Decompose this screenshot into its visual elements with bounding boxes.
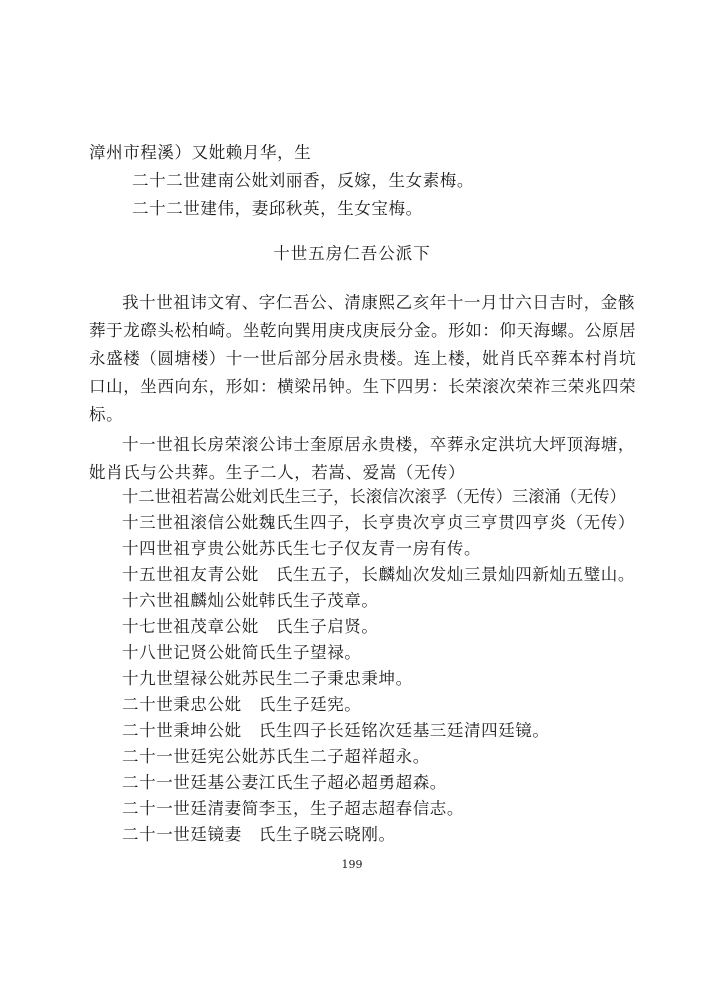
paragraph-line: 我十世祖讳文宥、字仁吾公、清康熙乙亥年十一月廿六日吉时，金骸 xyxy=(122,293,635,312)
genealogy-entry: 十九世望禄公妣苏民生二子秉忠秉坤。 xyxy=(122,669,413,688)
paragraph-line: 永盛楼（圆塘楼）十一世后部分居永贵楼。连上楼，妣肖氏卒葬本村肖坑 xyxy=(89,349,637,368)
genealogy-entry: 十二世祖若嵩公妣刘氏生三子，长滚信次滚孚（无传）三滚涌（无传） xyxy=(122,487,626,506)
genealogy-entry: 十三世祖滚信公妣魏氏生四子，长亨贵次亨贞三亨贯四亨炎（无传） xyxy=(122,513,635,532)
genealogy-entry: 十四世祖亨贵公妣苏氏生七子仅友青一房有传。 xyxy=(122,539,482,558)
text-line: 漳州市程溪）又妣赖月华，生 xyxy=(89,143,312,162)
genealogy-entry: 二十一世廷清妻简李玉，生子超志超春信志。 xyxy=(122,799,464,818)
genealogy-entry: 二十一世廷镜妻 氏生子晓云晓刚。 xyxy=(122,825,396,844)
text-line: 二十二世建伟，妻邱秋英，生女宝梅。 xyxy=(132,199,423,218)
paragraph-line: 妣肖氏与公共葬。生子二人，若嵩、爱嵩（无传） xyxy=(89,463,466,482)
genealogy-entry: 二十世秉坤公妣 氏生四子长廷铭次廷基三廷清四廷镜。 xyxy=(122,721,550,740)
genealogy-entry: 十五世祖友青公妣 氏生五子，长麟灿次发灿三景灿四新灿五璧山。 xyxy=(122,565,635,584)
paragraph-line: 标。 xyxy=(89,405,124,424)
genealogy-entry: 二十世秉忠公妣 氏生子廷宪。 xyxy=(122,695,362,714)
genealogy-entry: 二十一世廷宪公妣苏氏生二子超祥超永。 xyxy=(122,747,430,766)
text-line: 二十二世建南公妣刘丽香，反嫁，生女素梅。 xyxy=(132,171,474,190)
genealogy-entry: 二十一世廷基公妻江氏生子超必超勇超森。 xyxy=(122,773,447,792)
genealogy-entry: 十六世祖麟灿公妣韩氏生子茂章。 xyxy=(122,591,379,610)
paragraph-line: 葬于龙磜头松柏崎。坐乾向巽用庚戌庚辰分金。形如：仰天海螺。公原居 xyxy=(89,321,637,340)
genealogy-entry: 十八世记贤公妣简氏生子望禄。 xyxy=(122,643,362,662)
genealogy-entry: 十七世祖茂章公妣 氏生子启贤。 xyxy=(122,617,379,636)
section-heading: 十世五房仁吾公派下 xyxy=(273,244,431,263)
page-number: 199 xyxy=(341,858,363,871)
paragraph-line: 口山，坐西向东，形如：横梁吊钟。生下四男：长荣滚次荣祚三荣兆四荣 xyxy=(89,377,637,396)
paragraph-line: 十一世祖长房荣滚公讳士奎原居永贵楼，卒葬永定洪坑大坪顶海塘， xyxy=(122,435,635,454)
